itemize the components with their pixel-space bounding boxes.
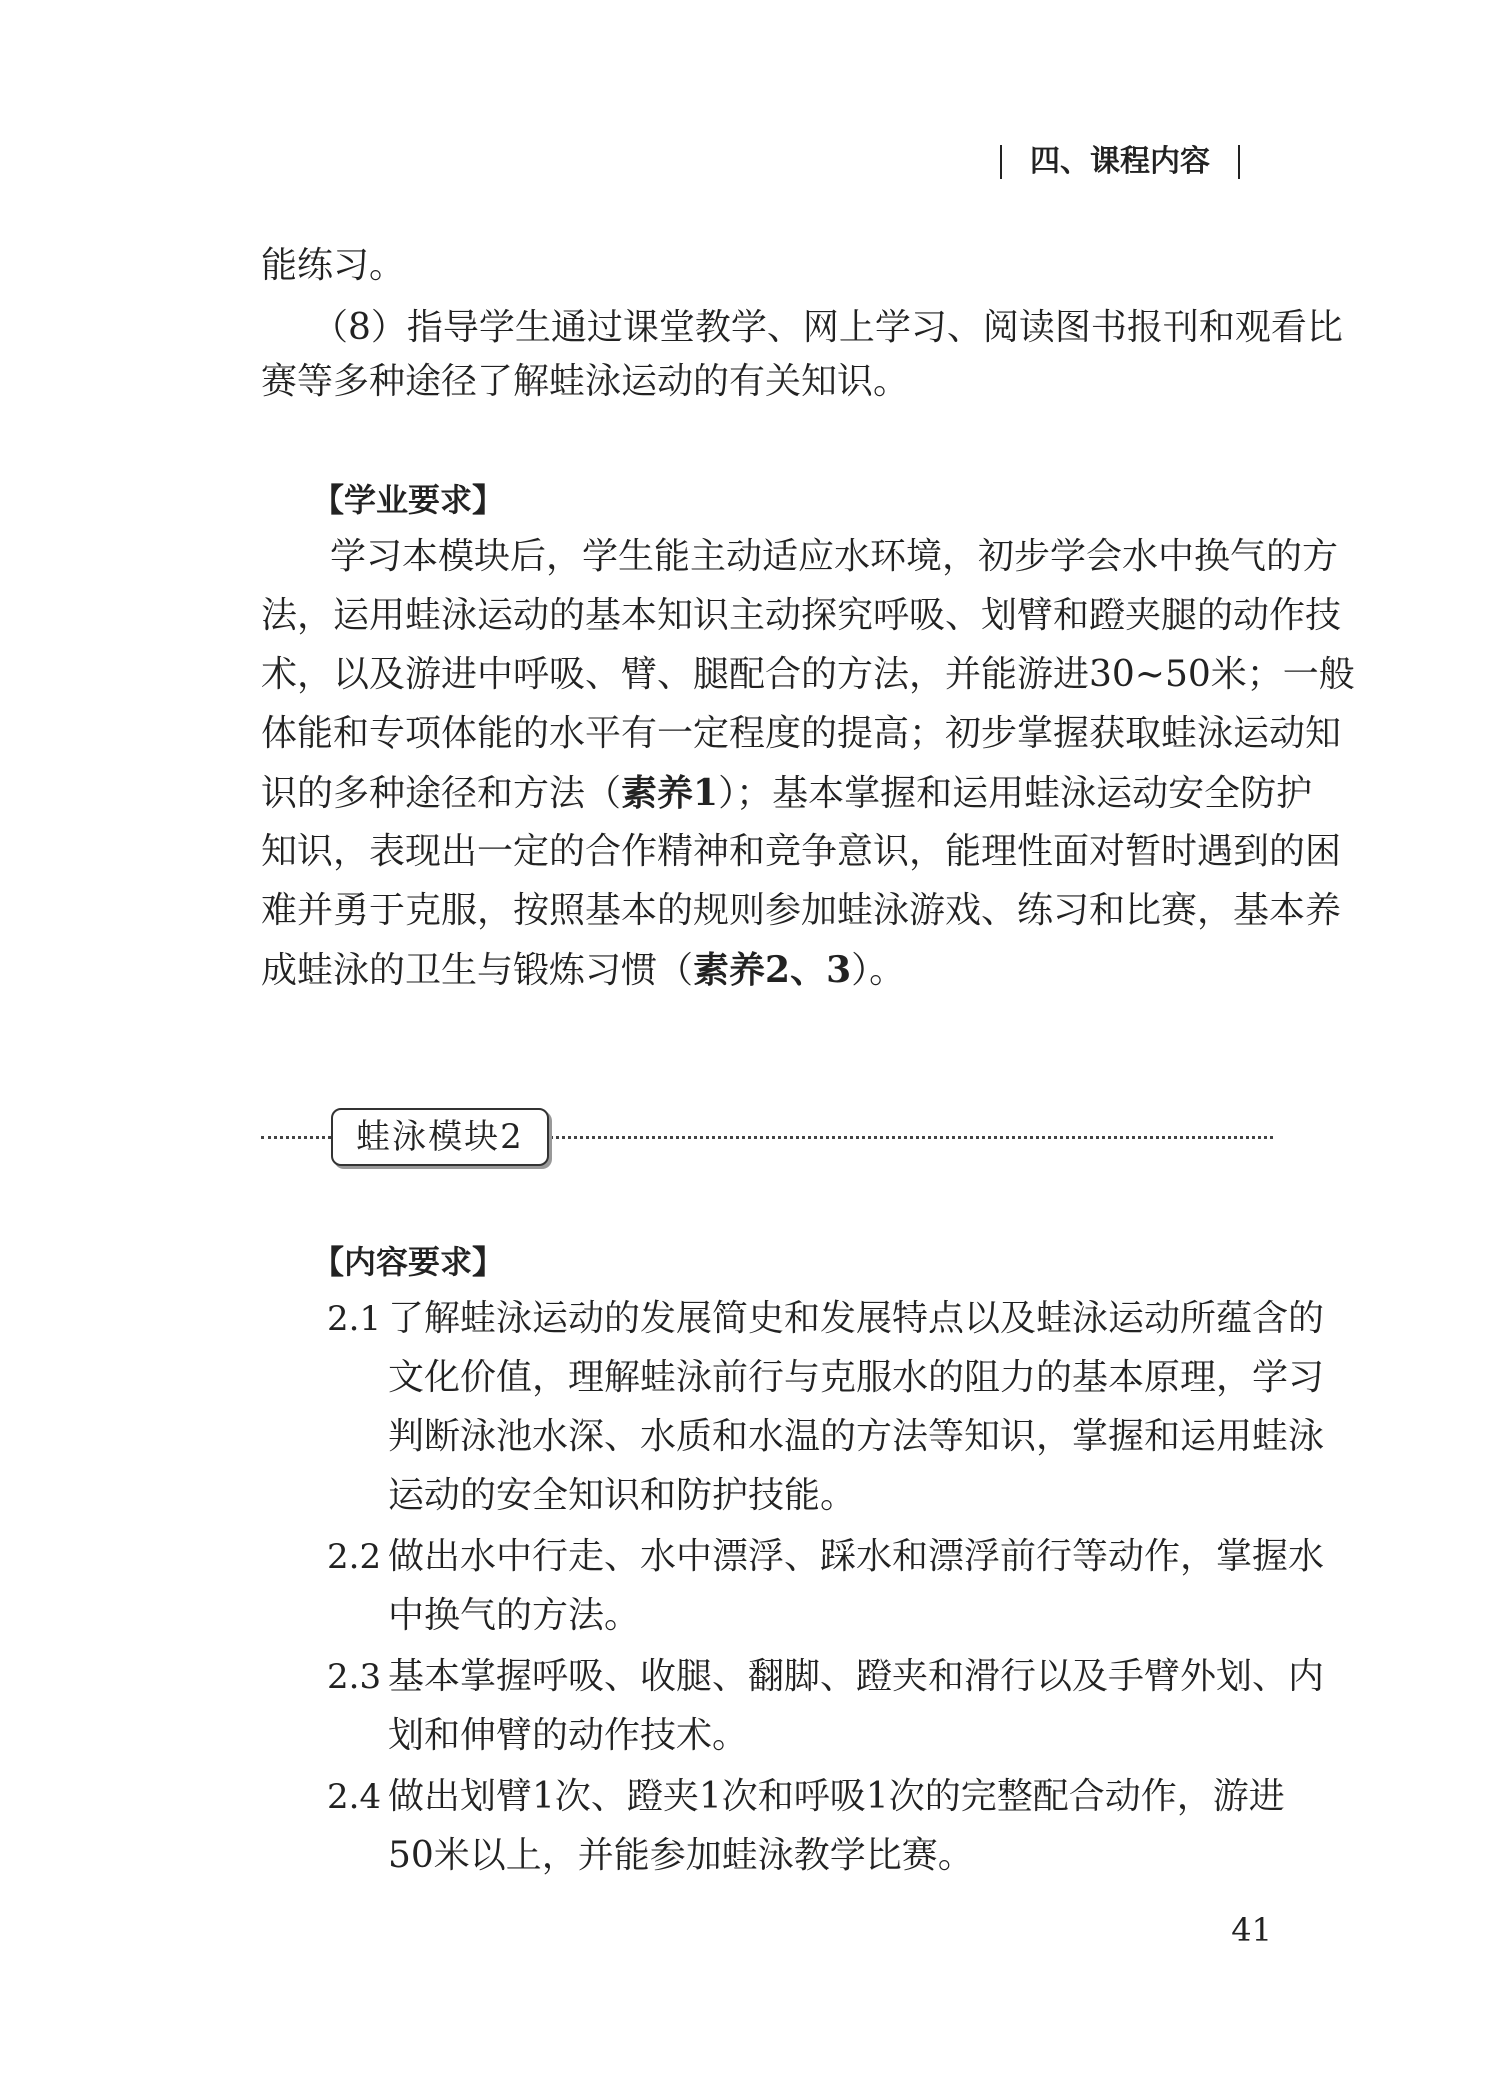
item-line: 了解蛙泳运动的发展简史和发展特点以及蛙泳运动所蕴含的 (388, 1298, 1325, 1339)
item-number: 2.2 (327, 1537, 382, 1577)
paragraph-line: 术，以及游进中呼吸、臂、腿配合的方法，并能游进30~50米；一般 (261, 654, 1355, 695)
paragraph-line-with-competency (261, 771, 1313, 815)
item-line: 做出水中行走、水中漂浮、踩水和漂浮前行等动作，掌握水 (388, 1536, 1325, 1577)
text-run: 识的多种途径和方法（ (261, 773, 622, 814)
paragraph-line: 赛等多种途径了解蛙泳运动的有关知识。 (261, 361, 910, 402)
text-run: ）。 (851, 950, 906, 991)
item-line: 中换气的方法。 (388, 1595, 641, 1636)
item-line: 做出划臂1次、蹬夹1次和呼吸1次的完整配合动作，游进 (388, 1776, 1285, 1817)
item-line: 运动的安全知识和防护技能。 (388, 1475, 857, 1516)
section-title-content-requirements: 【内容要求】 (312, 1243, 505, 1281)
item-line: 50米以上，并能参加蛙泳教学比赛。 (388, 1835, 974, 1876)
paragraph-line: 能练习。 (261, 245, 406, 286)
competency-ref: 素养1 (621, 772, 719, 814)
item-line: 判断泳池水深、水质和水温的方法等知识，掌握和运用蛙泳 (388, 1416, 1325, 1457)
paragraph-line: （8）指导学生通过课堂教学、网上学习、阅读图书报刊和观看比 (312, 307, 1343, 348)
competency-ref: 素养2、3 (693, 949, 852, 991)
header-divider-right (1238, 145, 1240, 179)
item-number: 2.3 (327, 1657, 382, 1697)
item-line: 划和伸臂的动作技术。 (388, 1715, 749, 1756)
module-label: 蛙泳模块2 (331, 1108, 549, 1166)
text-run: 成蛙泳的卫生与锻炼习惯（ (261, 950, 694, 991)
section-title-academic-requirements: 【学业要求】 (312, 481, 505, 519)
header-title: 四、课程内容 (1030, 144, 1210, 179)
header-divider-left (1000, 145, 1002, 179)
paragraph-line-with-competency (261, 948, 1271, 992)
paragraph-line: 法，运用蛙泳运动的基本知识主动探究呼吸、划臂和蹬夹腿的动作技 (261, 595, 1342, 636)
item-line: 基本掌握呼吸、收腿、翻脚、蹬夹和滑行以及手臂外划、内 (388, 1656, 1325, 1697)
running-header (1000, 140, 1280, 184)
paragraph-line: 难并勇于克服，按照基本的规则参加蛙泳游戏、练习和比赛，基本养 (261, 890, 1342, 931)
page-number: 41 (1231, 1911, 1272, 1949)
item-number: 2.4 (327, 1777, 382, 1817)
paragraph-line: 知识，表现出一定的合作精神和竞争意识，能理性面对暂时遇到的困 (261, 831, 1342, 872)
paragraph-line: 体能和专项体能的水平有一定程度的提高；初步掌握获取蛙泳运动知 (261, 713, 1342, 754)
item-number: 2.1 (327, 1299, 382, 1339)
paragraph-line: 学习本模块后，学生能主动适应水环境，初步学会水中换气的方 (330, 536, 1339, 577)
text-run: ）；基本掌握和运用蛙泳运动安全防护 (718, 773, 1313, 814)
item-line: 文化价值，理解蛙泳前行与克服水的阻力的基本原理，学习 (388, 1357, 1325, 1398)
